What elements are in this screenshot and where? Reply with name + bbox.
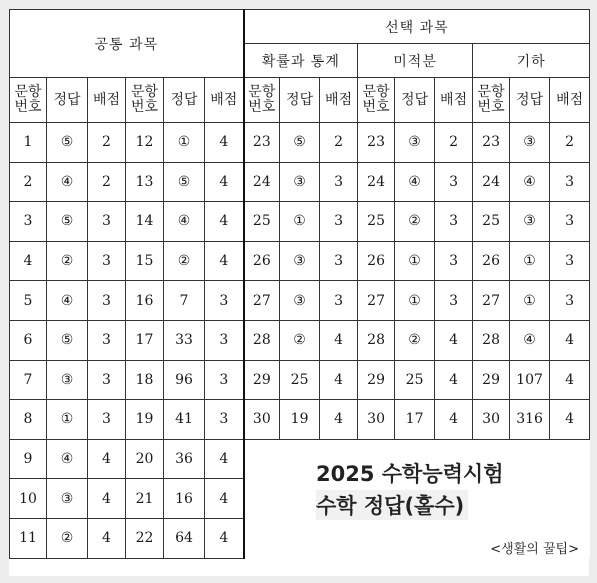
- exam-title: 2025 수학능력시험: [316, 462, 504, 486]
- question-number-cell: 3: [10, 202, 47, 242]
- header-points: 배점: [435, 78, 473, 123]
- points-cell: 4: [88, 518, 126, 558]
- answer-cell: ①: [164, 123, 205, 163]
- points-cell: 4: [435, 320, 473, 360]
- answer-cell: ③: [395, 123, 435, 163]
- question-number-cell: 8: [10, 400, 47, 440]
- points-cell: 3: [320, 281, 358, 321]
- question-number-cell: 1: [10, 123, 47, 163]
- question-number-cell: 19: [126, 400, 164, 440]
- header-points: 배점: [320, 78, 358, 123]
- answer-cell: ③: [280, 162, 320, 202]
- question-number-cell: 17: [126, 320, 164, 360]
- points-cell: 3: [88, 281, 126, 321]
- question-number-cell: 15: [126, 241, 164, 281]
- answer-cell: ④: [510, 162, 550, 202]
- points-cell: 3: [88, 241, 126, 281]
- answer-cell: ③: [280, 241, 320, 281]
- points-cell: 2: [435, 123, 473, 163]
- answer-cell: ④: [395, 162, 435, 202]
- question-number-cell: 11: [10, 518, 47, 558]
- title-box: [254, 447, 589, 575]
- answer-cell: 7: [164, 281, 205, 321]
- answer-cell: ⑤: [47, 202, 88, 242]
- points-cell: 3: [435, 281, 473, 321]
- question-number-cell: 28: [473, 320, 510, 360]
- answer-cell: ①: [280, 202, 320, 242]
- question-number-cell: 29: [244, 360, 280, 400]
- header-answer: 정답: [47, 78, 88, 123]
- question-number-cell: 27: [473, 281, 510, 321]
- answer-cell: ①: [47, 400, 88, 440]
- points-cell: 3: [205, 360, 244, 400]
- points-cell: 4: [550, 400, 590, 440]
- question-number-cell: 21: [126, 479, 164, 519]
- question-number-cell: 30: [358, 400, 395, 440]
- points-cell: 4: [205, 162, 244, 202]
- header-answer: 정답: [164, 78, 205, 123]
- points-cell: 3: [550, 162, 590, 202]
- question-number-cell: 5: [10, 281, 47, 321]
- answer-cell: 17: [395, 400, 435, 440]
- answer-cell: ⑤: [47, 123, 88, 163]
- points-cell: 4: [205, 439, 244, 479]
- header-answer: 정답: [280, 78, 320, 123]
- answer-cell: ④: [510, 320, 550, 360]
- question-number-cell: 20: [126, 439, 164, 479]
- question-number-cell: 16: [126, 281, 164, 321]
- answer-cell: ②: [280, 320, 320, 360]
- points-cell: 4: [205, 123, 244, 163]
- subject-header-probability: 확률과 통계: [244, 44, 358, 78]
- answer-cell: ⑤: [280, 123, 320, 163]
- points-cell: 3: [205, 281, 244, 321]
- table-row: [10, 281, 590, 321]
- points-cell: 4: [550, 320, 590, 360]
- question-number-cell: 26: [358, 241, 395, 281]
- question-number-cell: 24: [358, 162, 395, 202]
- question-number-cell: 25: [473, 202, 510, 242]
- question-number-cell: 23: [244, 123, 280, 163]
- points-cell: 4: [320, 360, 358, 400]
- answer-cell: ③: [510, 202, 550, 242]
- question-number-cell: 23: [358, 123, 395, 163]
- points-cell: 3: [320, 241, 358, 281]
- table-row: [10, 360, 590, 400]
- answer-cell: ②: [395, 202, 435, 242]
- answer-cell: ①: [510, 281, 550, 321]
- points-cell: 2: [88, 123, 126, 163]
- table-row: [10, 202, 590, 242]
- question-number-cell: 24: [244, 162, 280, 202]
- subject-header-calculus: 미적분: [358, 44, 473, 78]
- question-number-cell: 6: [10, 320, 47, 360]
- table-row: [10, 320, 590, 360]
- points-cell: 2: [550, 123, 590, 163]
- points-cell: 4: [550, 360, 590, 400]
- question-number-cell: 25: [244, 202, 280, 242]
- header-question-number: 문항 번호: [10, 78, 47, 123]
- points-cell: 4: [88, 439, 126, 479]
- answer-cell: ④: [47, 162, 88, 202]
- header-question-number: 문항 번호: [126, 78, 164, 123]
- header-answer: 정답: [510, 78, 550, 123]
- points-cell: 3: [205, 400, 244, 440]
- answer-cell: ⑤: [164, 162, 205, 202]
- question-number-cell: 22: [126, 518, 164, 558]
- header-points: 배점: [550, 78, 590, 123]
- points-cell: 3: [435, 202, 473, 242]
- table-row: [10, 400, 590, 440]
- points-cell: 4: [320, 320, 358, 360]
- answer-cell: 33: [164, 320, 205, 360]
- header-question-number: 문항 번호: [358, 78, 395, 123]
- question-number-cell: 18: [126, 360, 164, 400]
- table-row: [10, 162, 590, 202]
- table-row: [10, 241, 590, 281]
- elective-subject-header: 선택 과목: [244, 10, 590, 44]
- question-number-cell: 27: [358, 281, 395, 321]
- answer-title: 수학 정답(홀수): [316, 490, 468, 520]
- question-number-cell: 28: [358, 320, 395, 360]
- question-number-cell: 13: [126, 162, 164, 202]
- header-points: 배점: [88, 78, 126, 123]
- answer-cell: 25: [395, 360, 435, 400]
- question-number-cell: 26: [473, 241, 510, 281]
- points-cell: 4: [320, 400, 358, 440]
- answer-cell: 64: [164, 518, 205, 558]
- points-cell: 4: [435, 400, 473, 440]
- answer-cell: 41: [164, 400, 205, 440]
- points-cell: 2: [320, 123, 358, 163]
- answer-cell: ③: [47, 360, 88, 400]
- points-cell: 3: [435, 241, 473, 281]
- answer-cell: 25: [280, 360, 320, 400]
- question-number-cell: 27: [244, 281, 280, 321]
- answer-cell: ②: [395, 320, 435, 360]
- points-cell: 3: [550, 202, 590, 242]
- answer-cell: ①: [395, 281, 435, 321]
- answer-cell: 36: [164, 439, 205, 479]
- points-cell: 3: [550, 281, 590, 321]
- answer-cell: 316: [510, 400, 550, 440]
- points-cell: 3: [88, 360, 126, 400]
- question-number-cell: 29: [473, 360, 510, 400]
- question-number-cell: 28: [244, 320, 280, 360]
- points-cell: 3: [88, 202, 126, 242]
- points-cell: 3: [320, 162, 358, 202]
- question-number-cell: 7: [10, 360, 47, 400]
- points-cell: 4: [88, 479, 126, 519]
- source-label: <생활의 꿀팁>: [490, 542, 579, 557]
- answer-cell: ②: [47, 518, 88, 558]
- points-cell: 4: [205, 241, 244, 281]
- question-number-cell: 26: [244, 241, 280, 281]
- answer-cell: 19: [280, 400, 320, 440]
- answer-cell: ②: [47, 241, 88, 281]
- answer-cell: ③: [47, 479, 88, 519]
- points-cell: 3: [550, 241, 590, 281]
- answer-cell: ①: [510, 241, 550, 281]
- answer-cell: ⑤: [47, 320, 88, 360]
- question-number-cell: 25: [358, 202, 395, 242]
- header-question-number: 문항 번호: [244, 78, 280, 123]
- answer-cell: 16: [164, 479, 205, 519]
- points-cell: 2: [88, 162, 126, 202]
- points-cell: 3: [88, 400, 126, 440]
- points-cell: 4: [205, 202, 244, 242]
- question-number-cell: 2: [10, 162, 47, 202]
- points-cell: 3: [88, 320, 126, 360]
- points-cell: 4: [435, 360, 473, 400]
- question-number-cell: 23: [473, 123, 510, 163]
- header-points: 배점: [205, 78, 244, 123]
- answer-cell: ④: [164, 202, 205, 242]
- question-number-cell: 14: [126, 202, 164, 242]
- question-number-cell: 9: [10, 439, 47, 479]
- points-cell: 4: [205, 518, 244, 558]
- common-subject-header: 공통 과목: [10, 10, 244, 78]
- header-question-number: 문항 번호: [473, 78, 510, 123]
- question-number-cell: 10: [10, 479, 47, 519]
- table-row: [10, 123, 590, 163]
- answer-cell: ②: [164, 241, 205, 281]
- question-number-cell: 30: [244, 400, 280, 440]
- answer-cell: ④: [47, 439, 88, 479]
- question-number-cell: 4: [10, 241, 47, 281]
- points-cell: 4: [205, 479, 244, 519]
- points-cell: 3: [205, 320, 244, 360]
- subject-header-geometry: 기하: [473, 44, 590, 78]
- header-answer: 정답: [395, 78, 435, 123]
- question-number-cell: 30: [473, 400, 510, 440]
- question-number-cell: 24: [473, 162, 510, 202]
- question-number-cell: 29: [358, 360, 395, 400]
- answer-cell: 107: [510, 360, 550, 400]
- answer-cell: 96: [164, 360, 205, 400]
- answer-cell: ④: [47, 281, 88, 321]
- points-cell: 3: [320, 202, 358, 242]
- question-number-cell: 12: [126, 123, 164, 163]
- answer-cell: ③: [510, 123, 550, 163]
- points-cell: 3: [435, 162, 473, 202]
- answer-cell: ③: [280, 281, 320, 321]
- answer-cell: ①: [395, 241, 435, 281]
